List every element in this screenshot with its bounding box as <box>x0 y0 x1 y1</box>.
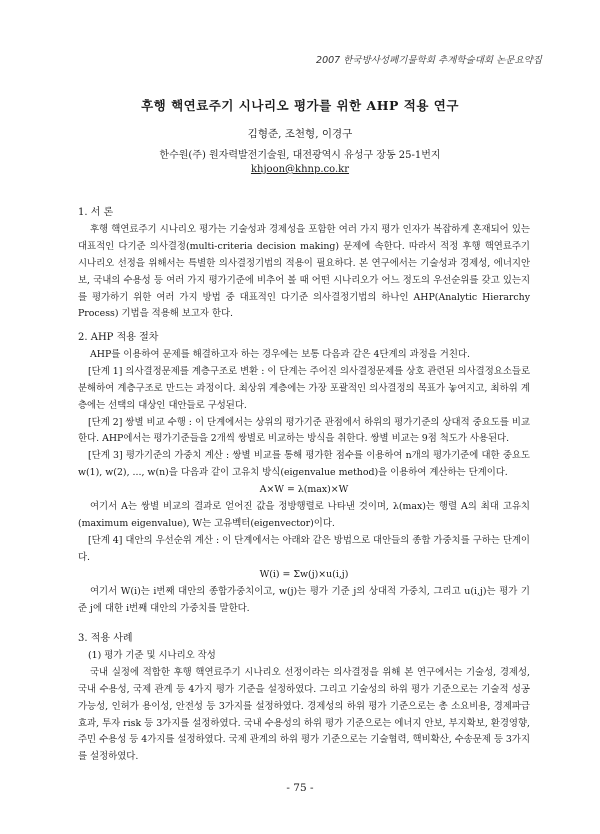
ahp-step-4: [단계 4] 대안의 우선순위 계산 : 이 단계에서는 아래와 같은 방법으로 대안들의 종합 가중치를 구하는 단계이다. <box>78 534 530 563</box>
ahp-step-3: [단계 3] 평가기준의 가중치 계산 : 쌍별 비교를 통해 평가한 점수를 이용하여 n개의 평가기준에 대한 중요도 w(1), w(2), ..., w(n)을 다음과 같이 고유치 방식(eigenvalue method)을 이용하여 계산하는 단계이다. <box>78 450 530 479</box>
intro-paragraph: 후행 핵연료주기 시나리오 평가는 기술성과 경제성을 포함한 여러 가지 평가 인자가 복잡하게 혼재되어 있는 대표적인 다기준 의사결정(multi-criteria decision making) 문제에 속한다. 따라서 적정 후행 핵연료주기 시나리오 선정을 위해서는 특별한 의사결정기법의 적용이 필요하다. 본 연구에서는 기술성과 경제성, 에너지안보, 국내의 수용성 등 여러 가지 평가기준에 비추어 볼 때 어떤 시나리오가 어느 정도의 우선순위를 갖고 있는지를 평가하기 위한 여러 가지 방법 중 대표적인 다기준 의사결정기법의 하나인 AHP(Analytic Hierarchy Process) 기법을 적용해 보고자 한다. <box>78 223 530 320</box>
section-ahp <box>78 330 530 617</box>
intro-heading: 1. 서 론 <box>78 207 114 218</box>
equation-weight: W(i) = Σw(j)×u(i,j) <box>259 568 349 580</box>
equation-weight-explanation: 여기서 W(i)는 i번째 대안의 종합가중치이고, w(j)는 평가 기준 j의 상대적 가중치, 그리고 u(i,j)는 평가 기준 j에 대한 i번째 대안의 가중치를 말한다. <box>78 585 530 614</box>
page-number: - 75 - <box>286 782 314 794</box>
ahp-intro: AHP를 이용하여 문제를 해결하고자 하는 경우에는 보통 다음과 같은 4단계의 과정을 거친다. <box>90 348 470 360</box>
running-header: 2007 한국방사성폐기물학회 추계학술대회 논문요약집 <box>316 55 542 66</box>
equation-eigen: A×W = λ(max)×W <box>259 484 349 496</box>
section-application <box>78 631 530 766</box>
application-heading: 3. 적용 사례 <box>78 633 133 644</box>
equation-eigen-explanation: 여기서 A는 쌍별 비교의 결과로 얻어진 값을 정방행렬로 나타낸 것이며, λ(max)는 행렬 A의 최대 고유치(maximum eigenvalue), W는 고유벡터(eigenvector)이다. <box>78 501 530 529</box>
ahp-step-2: [단계 2] 쌍별 비교 수행 : 이 단계에서는 상위의 평가기준 관점에서 하위의 평가기준의 상대적 중요도를 비교한다. AHP에서는 평가기준들을 2개씩 쌍별로 비교하는 방식을 취한다. 쌍별 비교는 9점 척도가 사용된다. <box>78 416 530 445</box>
paper-authors: 김형준, 조천형, 이경구 <box>247 128 353 140</box>
section-intro <box>78 205 530 323</box>
paper-title: 후행 핵연료주기 시나리오 평가를 위한 AHP 적용 연구 <box>141 98 459 113</box>
paper-affiliation: 한수원(주) 원자력발전기술원, 대전광역시 유성구 장동 25-1번지 <box>159 150 441 161</box>
paper-email: khjoon@khnp.co.kr <box>250 164 350 175</box>
application-paragraph: 국내 실정에 적합한 후행 핵연료주기 시나리오 선정이라는 의사결정을 위해 본 연구에서는 기술성, 경제성, 국내 수용성, 국제 관계 등 4가지 평가 기준을 설정하였다. 그리고 기술성의 하위 평가 기준으로는 기술적 성공 가능성, 인허가 용이성, 안전성 등 3가지를 설정하였다. 경제성의 하위 평가 기준으로는 총 소요비용, 경제파급효과, 투자 risk 등 3가지를 설정하였다. 국내 수용성의 하위 평가 기준으로는 에너지 안보, 부지확보, 환경영향, 주민 수용성 등 4가지를 설정하였다. 국제 관계의 하위 평가 기준으로는 기술협력, 핵비확산, 수송문제 등 3가지를 설정하였다. <box>78 666 531 763</box>
ahp-step-1: [단계 1] 의사결정문제를 계층구조로 변환 : 이 단계는 주어진 의사결정문제를 상호 관련된 의사결정요소들로 분해하여 계층구조로 만드는 과정이다. 최상위 계층에는 가장 포괄적인 의사결정의 목표가 놓여지고, 최하위 계층에는 선택의 대상인 대안들로 구성된다. <box>78 365 530 411</box>
application-subheading: (1) 평가 기준 및 시나리오 작성 <box>88 649 216 661</box>
ahp-heading: 2. AHP 적용 절차 <box>78 332 159 343</box>
